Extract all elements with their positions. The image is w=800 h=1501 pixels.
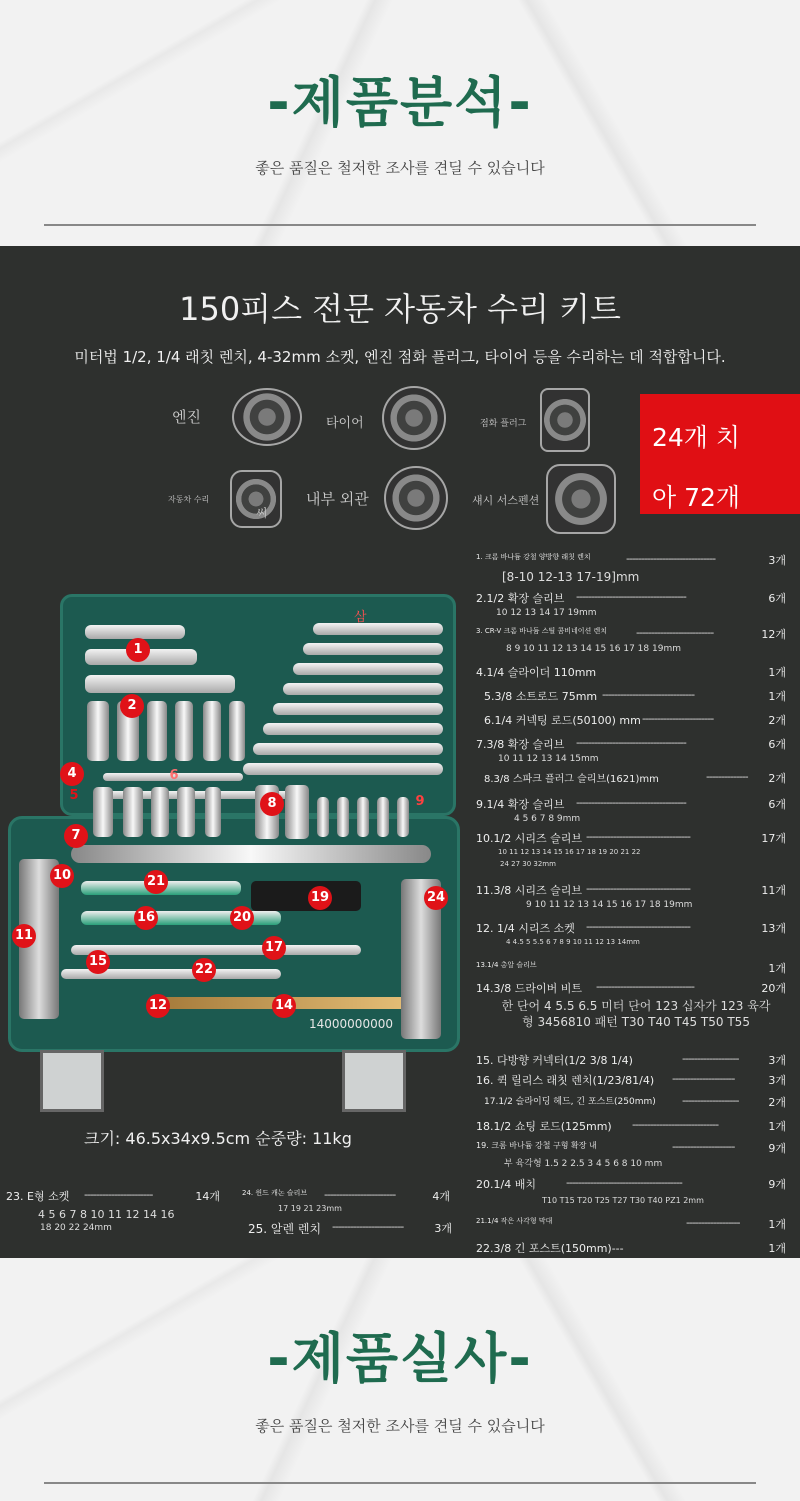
badge: 21 <box>144 870 168 894</box>
box-label-sam: 삼 <box>354 610 367 625</box>
deep-socket <box>147 701 167 761</box>
kit-description: 미터법 1/2, 1/4 래칫 렌치, 4-32mm 소켓, 엔진 점화 플러그, 타이어 등을 수리하는 데 적합합니다. <box>74 348 726 366</box>
spec-sizes: [8-10 12-13 17-19]mm <box>502 570 640 584</box>
category-car-repair: 자동차 수리 <box>168 495 210 504</box>
spec-sizes: 4 5 6 7 8 10 11 12 14 16 <box>38 1208 175 1221</box>
hex-key-set <box>251 881 361 911</box>
badge: 20 <box>230 906 254 930</box>
small-socket <box>357 797 369 837</box>
badge: 1 <box>126 638 150 662</box>
deep-socket <box>175 701 193 761</box>
spec-sizes: 4 5 6 7 8 9mm <box>514 814 581 824</box>
spark-plug-socket <box>285 785 309 839</box>
spark-plug-icon <box>540 388 590 452</box>
badge: 7 <box>64 824 88 848</box>
badge: 22 <box>192 958 216 982</box>
top-banner <box>0 0 800 246</box>
combination-wrench <box>303 643 443 655</box>
divider <box>44 1482 756 1484</box>
category-interior: 내부 외관 <box>306 490 369 508</box>
badge: 12 <box>146 994 170 1018</box>
deep-socket <box>203 701 221 761</box>
extension-bar <box>71 945 361 955</box>
combination-wrench <box>243 763 443 775</box>
badge: 14 <box>272 994 296 1018</box>
badge: 5 <box>69 788 79 803</box>
divider <box>44 224 756 226</box>
small-socket <box>337 797 349 837</box>
badge: 16 <box>134 906 158 930</box>
combination-wrench <box>313 623 443 635</box>
socket <box>205 787 221 837</box>
engine-icon <box>232 388 302 446</box>
spec-sizes: 4 4.5 5 5.5 6 7 8 9 10 11 12 13 14mm <box>506 938 640 946</box>
badge: 11 <box>12 924 36 948</box>
bottom-banner <box>0 1258 800 1501</box>
badge: 2 <box>120 694 144 718</box>
spec-sizes: T10 T15 T20 T25 T27 T30 T40 PZ1 2mm <box>542 1196 704 1205</box>
badge: 9 <box>415 794 425 809</box>
socket <box>151 787 169 837</box>
ratchet-wrench <box>85 675 235 693</box>
combination-wrench <box>283 683 443 695</box>
socket <box>123 787 143 837</box>
spec-sizes: 8 9 10 11 12 13 14 15 16 17 18 19mm <box>506 644 681 654</box>
category-engine: 엔진 <box>172 408 201 426</box>
highlight-box <box>640 394 800 514</box>
combination-wrench <box>253 743 443 755</box>
case-latch <box>342 1050 406 1112</box>
dimensions: 크기: 46.5x34x9.5cm 순중량: 11kg <box>84 1129 352 1148</box>
category-chassis: 섀시 서스펜션 <box>472 494 540 507</box>
kit-title: 150피스 전문 자동차 수리 키트 <box>179 290 621 328</box>
small-socket <box>317 797 329 837</box>
spec-sizes: 10 11 12 13 14 15 16 17 18 19 20 21 22 <box>498 848 641 856</box>
small-socket <box>377 797 389 837</box>
badge: 19 <box>308 886 332 910</box>
spec-sizes: 10 12 13 14 17 19mm <box>496 608 597 618</box>
socket <box>93 787 113 837</box>
case-body <box>8 816 460 1052</box>
badge: 24 <box>424 886 448 910</box>
section-title: -제품분석- <box>267 71 533 134</box>
highlight-line-2: 아 72개 <box>652 483 741 512</box>
deep-socket <box>87 701 109 761</box>
tire-icon <box>382 386 446 450</box>
badge: 6 <box>169 768 179 783</box>
spec-sizes: 18 20 22 24mm <box>40 1223 112 1233</box>
category-spark-plug: 점화 플러그 <box>480 419 527 429</box>
combination-wrench <box>273 703 443 715</box>
ratchet-wrench <box>85 625 185 639</box>
badge: 15 <box>86 950 110 974</box>
box-code: 14000000000 <box>309 1017 393 1031</box>
case-latch <box>40 1050 104 1112</box>
suspension-icon <box>546 464 616 534</box>
box-label-ssi: 씨 <box>256 506 268 520</box>
spec-sizes: 10 11 12 13 14 15mm <box>498 754 599 764</box>
socket <box>177 787 195 837</box>
socket-row <box>71 845 431 863</box>
section-title: -제품실사- <box>267 1327 533 1390</box>
highlight-line-1: 24개 치 <box>652 423 741 452</box>
combination-wrench <box>263 723 443 735</box>
spec-sizes: 24 27 30 32mm <box>500 860 556 868</box>
badge: 10 <box>50 864 74 888</box>
toolbox-image <box>8 594 468 1054</box>
badge: 8 <box>260 792 284 816</box>
badge: 17 <box>262 936 286 960</box>
category-tire: 타이어 <box>326 416 364 431</box>
spec-sizes: 17 19 21 23mm <box>278 1204 342 1213</box>
spec-sizes: 부 육각형 1.5 2 2.5 3 4 5 6 8 10 mm <box>504 1159 663 1169</box>
spec-sizes: 한 단어 4 5.5 6.5 미터 단어 123 십자가 123 육각형 3456810 패턴 T30 T40 T45 T50 T55 <box>501 999 771 1029</box>
steering-wheel-icon <box>384 466 448 530</box>
product-panel: 150피스 전문 자동차 수리 키트 미터법 1/2, 1/4 래칫 렌치, 4-32mm 소켓, 엔진 점화 플러그, 타이어 등을 수리하는 데 적합합니다. 엔진 타이어 점화 플러그 자동차 수리 씨 내부 외관 섀시 서스펜션 24개 치 아 72개 14000000000 삼 1 2 4 5 6 7 8 9 10 11 12 14 15 16 17 19 20 21 22 24 1. 크롬 바나듐 강철 양방향 래칫 렌치 ------------------------------ 3개 [8-10 12-13 17-19]mm 2.1/2 확장 슬리브 ------------------------------------- 6개 10 12 13 14 17 19mm 3. CR-V 크롬 바나듐 스틸 콤비네이션 렌치 -------------------------- 12개 8 9 10 11 12 13 14 15 16 17 18 19mm 4.1/4 슬라이더 110mm 1개 5.3/8 소트로드 75mm ------------------------------- 1개 6.1/4 커넥팅 로드(50100) mm ------------------------ 2개 7.3/8 확장 슬리브 ------------------------------------- 6개 10 11 12 13 14 15mm 8.3/8 스파크 플러그 슬리브(1621)mm -------------- 2개 9.1/4 확장 슬리브 ------------------------------------- 6개 4 5 6 7 8 9mm 10.1/2 시리즈 슬리브 ----------------------------------- 17개 10 11 12 13 14 15 16 17 18 19 20 21 22 24 27 30 32mm 11.3/8 시리즈 슬리브 ----------------------------------- 11개 9 10 11 12 13 14 15 16 17 18 19mm 12. 1/4 시리즈 소켓 ----------------------------------- 13개 4 4.5 5 5.5 6 7 8 9 10 11 12 13 14mm 13.1/4 총알 슬리브 1개 14.3/8 드라이버 비트 --------------------------------- 20개 한 단어 4 5.5 6.5 미터 단어 123 십자가 123 육각형 3456810 패턴 T30 T40 T45 T50 T55 15. 다방향 커넥터(1/2 3/8 1/4) ------------------- 3개 16. 퀵 릴리스 래칫 렌치(1/23/81/4) --------------------- 3개 17.1/2 슬라이딩 헤드, 긴 포스트(250mm) ------------------- 2개 18.1/2 쇼팅 로드(125mm) ----------------------------- 1개 19. 크롬 바나듐 강철 구형 확장 내 --------------------- 9개 부 육각형 1.5 2 2.5 3 4 5 6 8 10 mm 20.1/4 배치 --------------------------------------- 9개 T10 T15 T20 T25 T27 T30 T40 PZ1 2mm 21.1/4 작은 사각형 막대 ------------------ 1개 22.3/8 긴 포스트(150mm)--- 1개 크기: 46.5x34x9.5cm 순중량: 11kg 23. E형 소켓 ----------------------- 14개 4 5 6 7 8 10 11 12 14 16 18 20 22 24mm 24. 윈드 캐논 슬리브 ------------------------ 4개 17 19 21 23mm 25. 알렌 렌치 ------------------------ 3개 <box>0 246 800 1258</box>
deep-socket <box>229 701 245 761</box>
section-subtitle: 좋은 품질은 철저한 조사를 견딜 수 있습니다 <box>255 1417 545 1435</box>
combination-wrench <box>293 663 443 675</box>
badge: 4 <box>60 762 84 786</box>
section-subtitle: 좋은 품질은 철저한 조사를 견딜 수 있습니다 <box>255 159 545 177</box>
spec-sizes: 9 10 11 12 13 14 15 16 17 18 19mm <box>526 900 693 910</box>
